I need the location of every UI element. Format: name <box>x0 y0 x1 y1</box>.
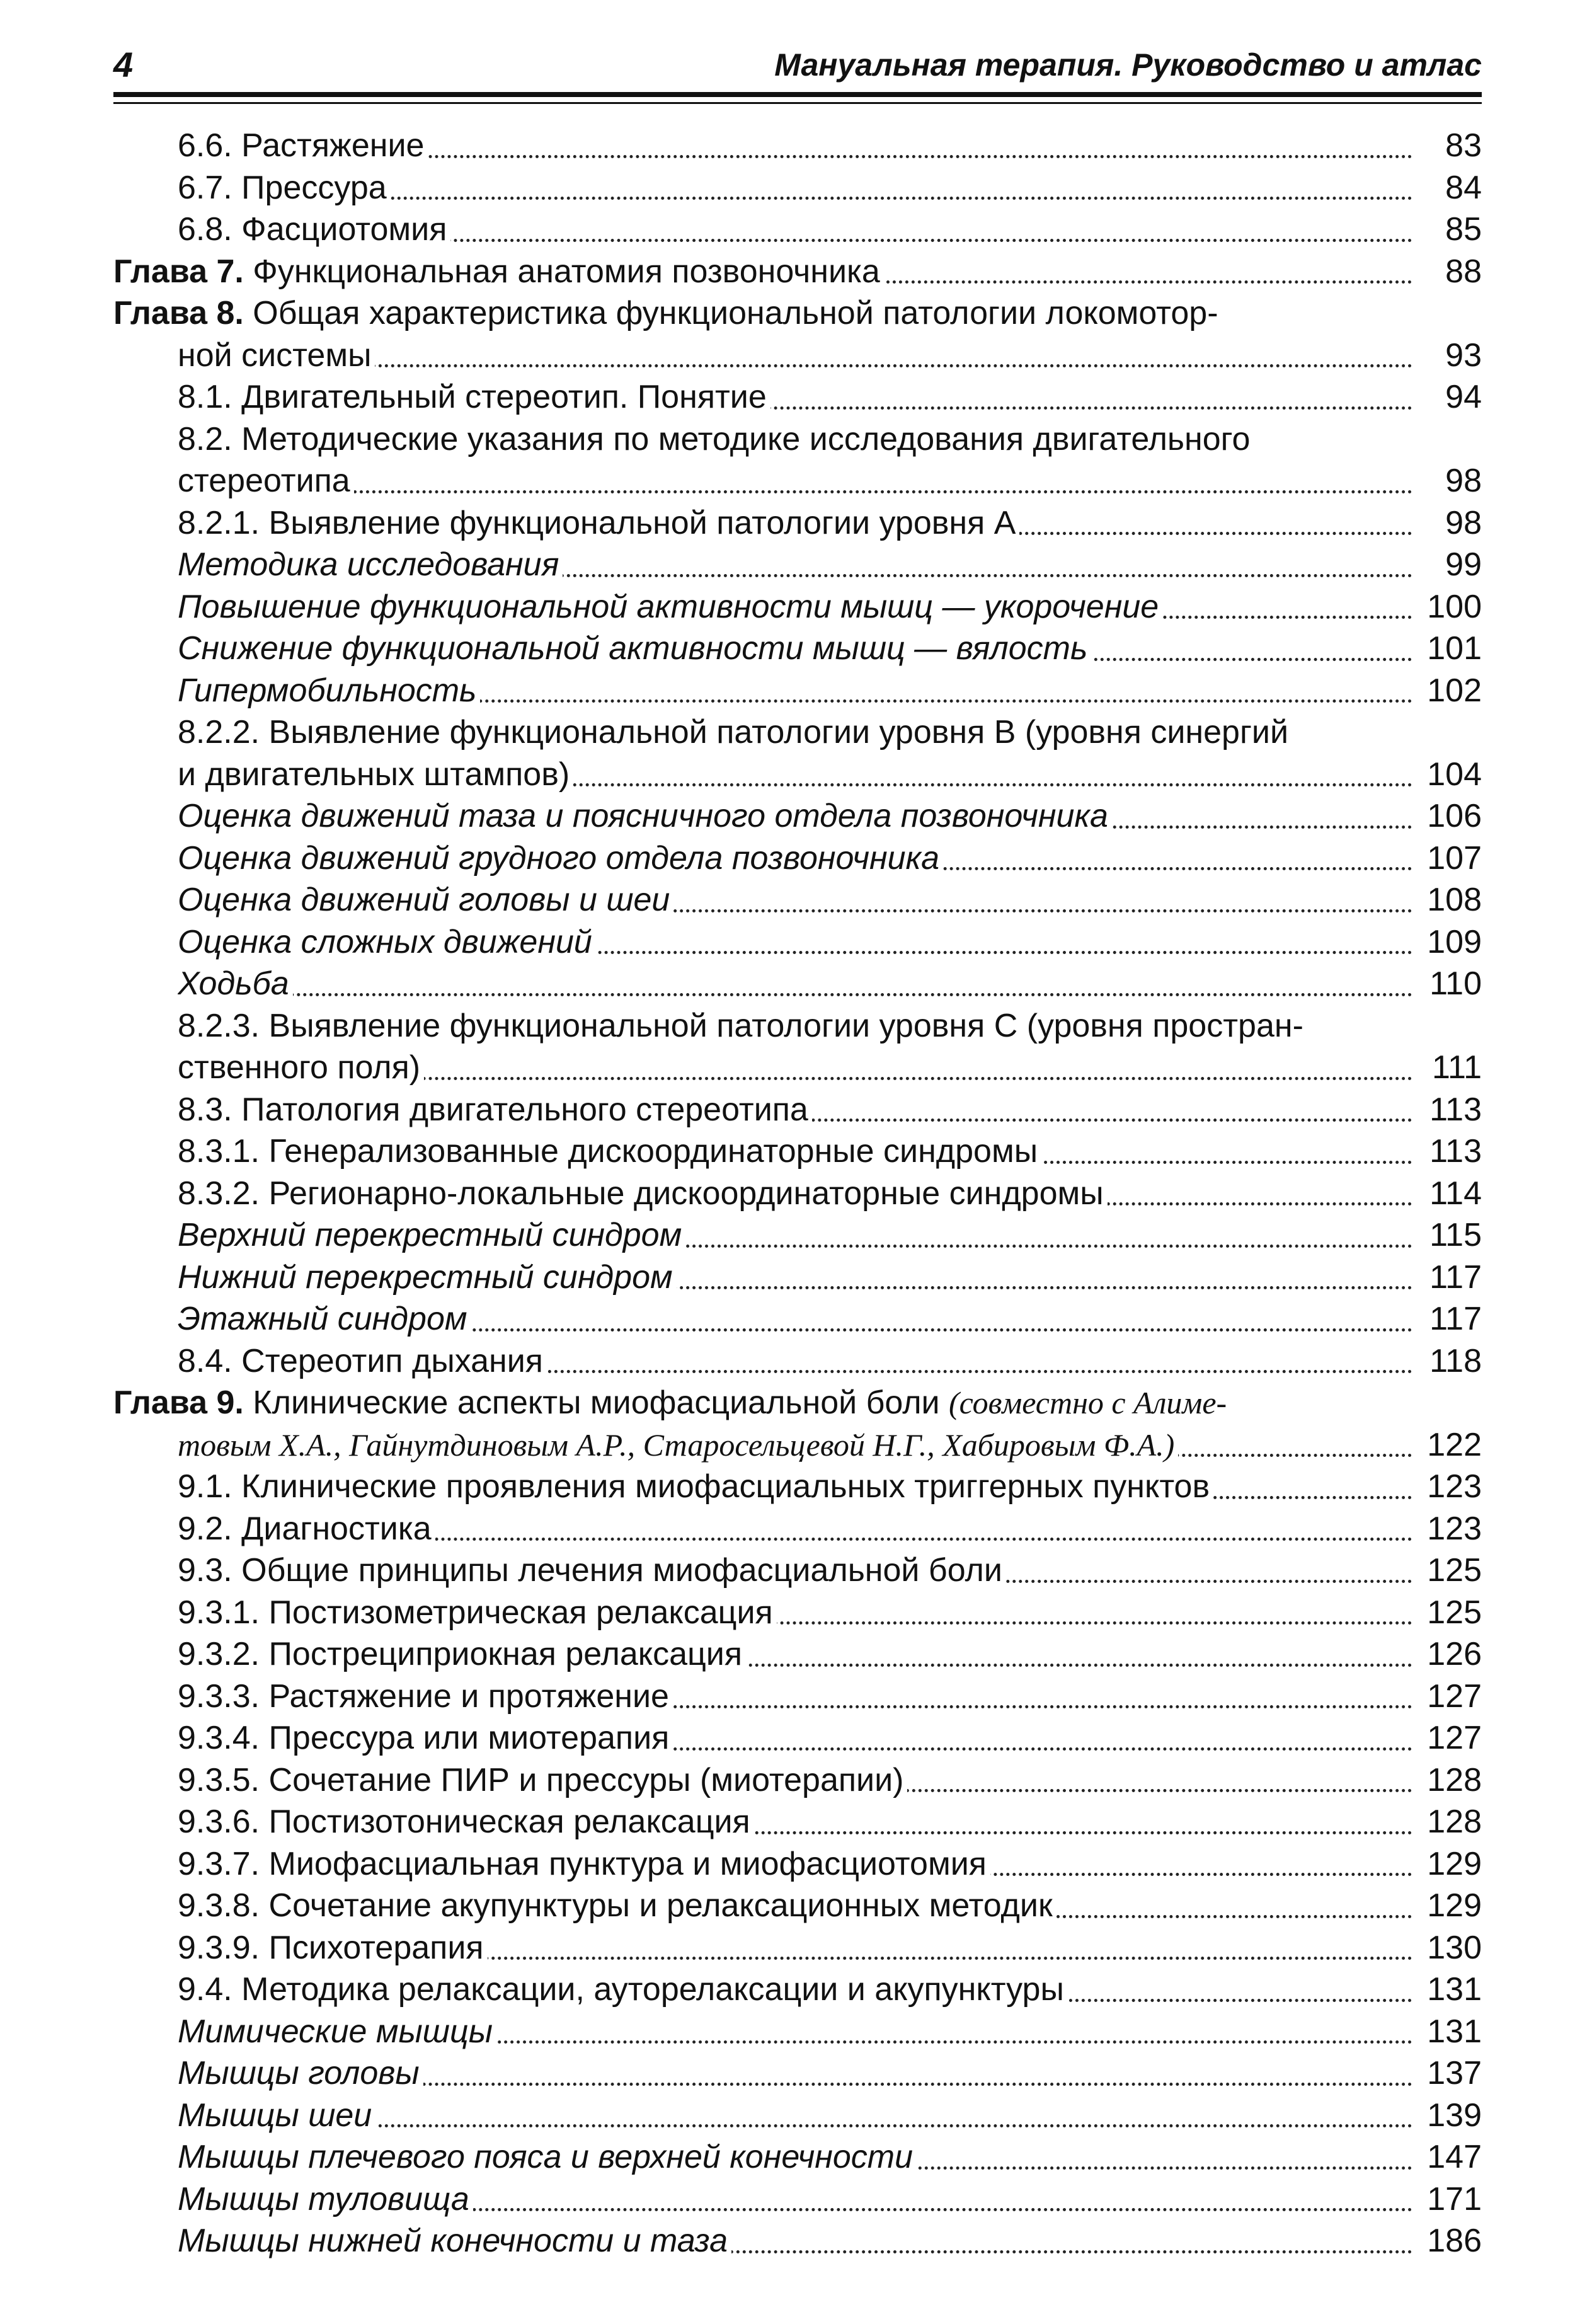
toc-entry-text: стереотипа <box>178 463 350 499</box>
page-ref: 113 <box>1419 1130 1482 1173</box>
page-ref: 85 <box>1419 209 1482 251</box>
toc-entry <box>178 376 1482 418</box>
toc-entry-text: 9.3.5. Сочетание ПИР и прессуры (миотерапии) <box>178 1761 904 1798</box>
toc-entry-title <box>113 295 1222 331</box>
toc-entry-text: Мимические мышцы <box>178 2013 493 2050</box>
page-ref: 107 <box>1419 837 1482 880</box>
toc-entry-title <box>178 1468 1213 1505</box>
toc-entry-text: 9.3.4. Прессура или миотерапия <box>178 1720 670 1756</box>
running-title: Мануальная терапия. Руководство и атлас <box>774 47 1482 83</box>
toc-entry <box>178 2095 1482 2137</box>
toc-entry-title <box>178 211 450 248</box>
coauthors-note: (совместно с Алиме- <box>949 1385 1227 1420</box>
toc-entry <box>178 1927 1482 1969</box>
toc-entry-text: Гипермобильность <box>178 672 477 709</box>
chapter-label: Глава 7. <box>113 253 244 290</box>
toc-entry <box>178 502 1482 544</box>
toc-entry <box>178 1633 1482 1676</box>
toc-entry-text: 9.3. Общие принципы лечения миофасциальной боли <box>178 1552 1002 1589</box>
toc-entry-text: 8.4. Стереотип дыхания <box>178 1342 543 1379</box>
toc-entry-text: 8.3.2. Регионарно-локальные дискоординаторные синдромы <box>178 1175 1104 1212</box>
page-ref: 88 <box>1419 251 1482 293</box>
page-ref: 139 <box>1419 2095 1482 2137</box>
toc-entry <box>178 1759 1482 1802</box>
toc-entry <box>178 1676 1482 1718</box>
toc-entry-title <box>178 630 1091 667</box>
page-ref: 104 <box>1419 754 1482 796</box>
toc-entry-text: 9.1. Клинические проявления миофасциальных триггерных пунктов <box>178 1468 1210 1505</box>
toc-entry-title <box>178 1008 1307 1044</box>
toc-entry-text: 6.6. Растяжение <box>178 127 425 164</box>
toc-entry-text: 6.8. Фасциотомия <box>178 211 447 248</box>
page-ref: 171 <box>1419 2178 1482 2221</box>
toc-entry-text: ственного поля) <box>178 1049 421 1086</box>
toc-entry-title <box>178 170 391 206</box>
toc-entry-text: 9.2. Диагностика <box>178 1510 432 1547</box>
toc-entry-text: 9.3.3. Растяжение и протяжение <box>178 1677 669 1715</box>
page-ref: 130 <box>1419 1927 1482 1969</box>
toc-entry-title <box>178 1049 424 1086</box>
toc-entry <box>178 2011 1482 2053</box>
page-ref: 98 <box>1419 460 1482 502</box>
toc-entry <box>178 754 1482 796</box>
toc-entry <box>113 1382 1482 1424</box>
header-rule-thin <box>113 102 1482 104</box>
toc-entry-title <box>178 2139 917 2175</box>
toc-entry-title <box>178 546 563 583</box>
toc-entry-title <box>178 1552 1006 1589</box>
toc-entry <box>178 963 1482 1005</box>
page-ref: 129 <box>1419 1885 1482 1927</box>
page-ref: 84 <box>1419 167 1482 209</box>
toc-entry <box>178 418 1482 461</box>
toc-entry-title <box>178 840 943 877</box>
page-ref: 110 <box>1419 963 1482 1005</box>
toc-entry-text: 9.3.8. Сочетание акупунктуры и релаксационных методик <box>178 1887 1053 1924</box>
toc-entry <box>178 1466 1482 1508</box>
page-ref: 114 <box>1419 1173 1482 1215</box>
toc-entry <box>178 335 1482 377</box>
page-ref: 102 <box>1419 670 1482 712</box>
toc-entry-title <box>178 1427 1178 1463</box>
toc-entry-title <box>178 337 375 374</box>
page-ref: 126 <box>1419 1633 1482 1676</box>
toc-entry-title <box>178 882 673 918</box>
page-ref: 125 <box>1419 1550 1482 1592</box>
page-ref: 83 <box>1419 125 1482 167</box>
toc-entry-text: Общая характеристика функциональной патологии локомотор- <box>243 295 1218 331</box>
toc-entry-title <box>178 1636 746 1672</box>
toc-entry <box>178 167 1482 209</box>
toc-entry-text: ной системы <box>178 337 372 374</box>
page-ref: 131 <box>1419 1969 1482 2011</box>
toc-entry-title <box>178 1133 1041 1170</box>
toc-entry-title <box>178 1762 907 1798</box>
page-ref: 127 <box>1419 1676 1482 1718</box>
toc-entry-title <box>178 1217 685 1253</box>
toc-entry <box>178 628 1482 670</box>
toc-entry <box>178 837 1482 880</box>
toc-entry-text: 8.2.1. Выявление функциональной патологии уровня А <box>178 504 1016 541</box>
toc-entry-text: 9.3.7. Миофасциальная пунктура и миофасциотомия <box>178 1845 987 1882</box>
toc-entry <box>178 670 1482 712</box>
toc-entry-title <box>178 1175 1108 1212</box>
toc-entry-text: 8.1. Двигательный стереотип. Понятие <box>178 379 767 415</box>
toc-entry-title <box>178 379 770 415</box>
toc-entry <box>178 1340 1482 1383</box>
toc-entry-title <box>178 589 1162 625</box>
page-ref: 113 <box>1419 1089 1482 1131</box>
header-rule-thick <box>113 92 1482 97</box>
toc-entry-title <box>178 1887 1057 1924</box>
toc-entry <box>178 1130 1482 1173</box>
toc-entry <box>178 1550 1482 1592</box>
toc-entry-title <box>178 1594 777 1631</box>
toc-entry-text: Ходьба <box>178 965 289 1002</box>
leader-dots <box>178 490 1412 493</box>
toc-entry <box>178 1089 1482 1131</box>
toc-entry <box>178 1257 1482 1299</box>
toc-entry-title <box>178 421 1254 457</box>
toc-entry-title <box>178 1678 673 1715</box>
page-ref: 123 <box>1419 1466 1482 1508</box>
toc-entry-text: Нижний перекрестный синдром <box>178 1258 673 1296</box>
toc-entry <box>178 544 1482 586</box>
toc-entry-text: 9.3.6. Постизотоническая релаксация <box>178 1803 750 1840</box>
toc-entry-text: Оценка движений таза и поясничного отдела позвоночника <box>178 798 1108 834</box>
table-of-contents <box>113 125 1482 2262</box>
toc-entry-text: и двигательных штампов) <box>178 756 570 793</box>
page-ref: 125 <box>1419 1592 1482 1634</box>
toc-entry-title <box>178 1803 754 1840</box>
toc-entry <box>178 1047 1482 1089</box>
page-ref: 98 <box>1419 502 1482 544</box>
toc-entry <box>113 251 1482 293</box>
toc-entry <box>178 2052 1482 2095</box>
toc-entry-title <box>178 1259 677 1296</box>
page-header <box>113 32 1482 101</box>
toc-entry <box>113 292 1482 335</box>
toc-entry <box>178 460 1482 502</box>
page-ref: 111 <box>1419 1047 1482 1089</box>
toc-entry-text: 9.3.1. Постизометрическая релаксация <box>178 1594 773 1631</box>
toc-entry-title <box>178 1930 488 1966</box>
page-ref: 117 <box>1419 1257 1482 1299</box>
toc-entry-title <box>178 798 1112 834</box>
toc-entry-title <box>178 1720 673 1756</box>
toc-entry-text: 9.3.9. Психотерапия <box>178 1929 484 1966</box>
toc-entry-text: Оценка сложных движений <box>178 923 592 960</box>
toc-entry <box>178 1508 1482 1550</box>
page-ref: 106 <box>1419 795 1482 837</box>
toc-entry-title <box>178 1091 812 1128</box>
toc-entry <box>178 586 1482 628</box>
toc-entry-text: Мышцы туловища <box>178 2180 469 2218</box>
toc-entry <box>178 1298 1482 1340</box>
coauthors-note: товым Х.А., Гайнутдиновым А.Р., Старосельцевой Н.Г., Хабировым Ф.А.) <box>178 1427 1175 1463</box>
toc-entry-title <box>178 2181 473 2218</box>
chapter-label: Глава 8. <box>113 295 244 331</box>
page-number: 4 <box>113 45 134 84</box>
page-ref: 108 <box>1419 879 1482 921</box>
page-ref: 123 <box>1419 1508 1482 1550</box>
toc-entry-title <box>113 253 884 290</box>
page-ref: 99 <box>1419 544 1482 586</box>
page-ref: 127 <box>1419 1717 1482 1759</box>
toc-entry <box>178 2220 1482 2262</box>
toc-entry-text: Снижение функциональной активности мышц — вялость <box>178 630 1088 667</box>
page-ref: 129 <box>1419 1843 1482 1885</box>
toc-entry-text: 8.2. Методические указания по методике исследования двигательного <box>178 420 1251 457</box>
toc-entry-title <box>178 924 596 960</box>
toc-entry-title <box>178 756 573 793</box>
toc-entry-text: Мышцы нижней конечности и таза <box>178 2223 728 2259</box>
toc-entry-title <box>178 2013 496 2050</box>
toc-entry-title <box>178 672 480 709</box>
toc-entry-title <box>178 2223 731 2259</box>
toc-entry <box>178 2136 1482 2178</box>
toc-entry-text: Клинические аспекты миофасциальной боли <box>243 1384 949 1421</box>
toc-entry-title <box>178 127 428 164</box>
toc-entry-text: 9.4. Методика релаксации, ауторелаксации и акупунктуры <box>178 1971 1064 2008</box>
page-ref: 122 <box>1419 1424 1482 1466</box>
toc-entry-title <box>178 1510 435 1547</box>
toc-entry-title <box>178 965 293 1002</box>
toc-entry <box>178 879 1482 921</box>
toc-entry-text: Повышение функциональной активности мышц — укорочение <box>178 588 1159 625</box>
page-ref: 115 <box>1419 1214 1482 1257</box>
chapter-label: Глава 9. <box>113 1384 244 1421</box>
toc-entry <box>178 1885 1482 1927</box>
page-ref: 128 <box>1419 1759 1482 1802</box>
page-ref: 94 <box>1419 376 1482 418</box>
toc-entry <box>178 1005 1482 1047</box>
page-ref: 118 <box>1419 1340 1482 1383</box>
toc-entry-title <box>178 1343 547 1379</box>
leader-dots <box>178 993 1412 996</box>
toc-entry-title <box>178 1846 990 1882</box>
toc-entry <box>178 711 1482 754</box>
page-ref: 100 <box>1419 586 1482 628</box>
toc-entry-text: Этажный синдром <box>178 1301 467 1337</box>
toc-entry-text: 6.7. Прессура <box>178 169 387 206</box>
toc-entry-text: 8.3. Патология двигательного стереотипа <box>178 1091 808 1128</box>
toc-entry <box>178 209 1482 251</box>
page-ref: 186 <box>1419 2220 1482 2262</box>
toc-entry <box>178 1969 1482 2011</box>
toc-entry-title <box>178 505 1019 541</box>
page-ref: 128 <box>1419 1801 1482 1843</box>
toc-entry-title <box>178 2055 423 2091</box>
toc-entry-text: 8.2.3. Выявление функциональной патологии уровня С (уровня простран- <box>178 1007 1303 1044</box>
toc-entry-text: 8.3.1. Генерализованные дискоординаторные синдромы <box>178 1133 1038 1170</box>
toc-entry <box>178 1424 1482 1466</box>
toc-entry-text: Оценка движений головы и шеи <box>178 882 670 918</box>
page-ref: 147 <box>1419 2136 1482 2178</box>
toc-entry <box>178 795 1482 837</box>
toc-entry-text: Методика исследования <box>178 546 559 583</box>
toc-entry-text: Мышцы головы <box>178 2055 420 2091</box>
toc-entry-text: Мышцы плечевого пояса и верхней конечности <box>178 2139 914 2175</box>
toc-entry-title <box>178 1301 471 1337</box>
toc-entry-text: 9.3.2. Пострециприокная релаксация <box>178 1636 742 1672</box>
toc-entry <box>178 1173 1482 1215</box>
toc-entry <box>178 1801 1482 1843</box>
page-ref: 137 <box>1419 2052 1482 2095</box>
toc-entry <box>178 1592 1482 1634</box>
toc-entry-text: 8.2.2. Выявление функциональной патологии уровня В (уровня синергий <box>178 714 1289 751</box>
toc-entry <box>178 2178 1482 2221</box>
page-ref: 93 <box>1419 335 1482 377</box>
toc-entry <box>178 1843 1482 1885</box>
toc-entry <box>178 125 1482 167</box>
page-ref: 101 <box>1419 628 1482 670</box>
toc-entry-text: Функциональная анатомия позвоночника <box>243 253 880 290</box>
toc-entry-title <box>178 463 354 499</box>
toc-entry <box>178 921 1482 964</box>
page-ref: 131 <box>1419 2011 1482 2053</box>
toc-entry-title <box>178 714 1292 751</box>
toc-entry-title <box>113 1384 1230 1421</box>
toc-entry <box>178 1214 1482 1257</box>
page-ref: 109 <box>1419 921 1482 964</box>
toc-entry-title <box>178 1971 1068 2008</box>
toc-entry-text: Мышцы шеи <box>178 2097 372 2134</box>
toc-entry-text: Оценка движений грудного отдела позвоночника <box>178 839 940 877</box>
toc-entry-text: Верхний перекрестный синдром <box>178 1217 682 1253</box>
page-ref: 117 <box>1419 1298 1482 1340</box>
toc-entry <box>178 1717 1482 1759</box>
toc-entry-title <box>178 2097 375 2134</box>
